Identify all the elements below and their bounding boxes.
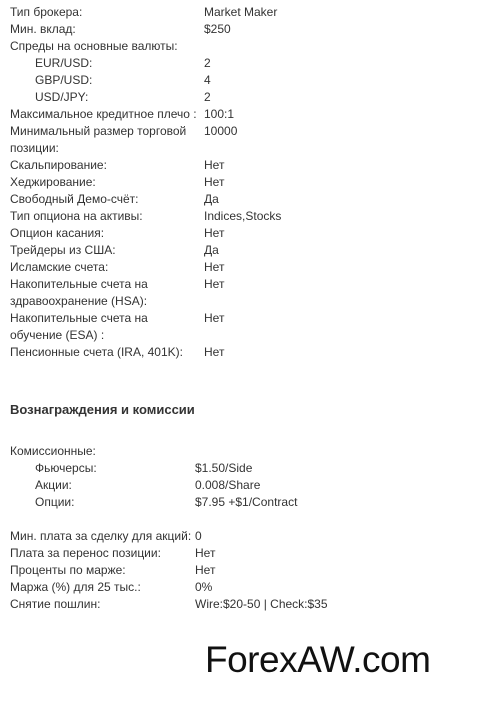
broker-type-label: Тип брокера: (10, 5, 83, 19)
esa-label: Накопительные счета на обучение (ESA) : (10, 311, 148, 342)
hsa-label: Накопительные счета на здравоохранение (HSA): (10, 277, 148, 308)
demo-account-label: Свободный Демо-счёт: (10, 192, 139, 206)
margin-interest-value: Нет (195, 563, 216, 577)
hedging-row (10, 174, 470, 191)
rollover-fee-value: Нет (195, 546, 216, 560)
us-traders-value: Да (204, 243, 219, 257)
hsa-row (10, 276, 470, 310)
broker-type-value: Market Maker (204, 5, 278, 19)
ira-value: Нет (204, 345, 225, 359)
broker-type-row (10, 4, 470, 21)
ira-row (10, 344, 470, 361)
withdrawal-fee-label: Снятие пошлин: (10, 597, 101, 611)
min-trade-fee-label: Мин. плата за сделку для акций: (10, 529, 192, 543)
commissions-header: Комиссионные: (10, 444, 96, 458)
demo-account-row (10, 191, 470, 208)
commission-label: Опции: (35, 495, 75, 509)
option-type-row (10, 208, 470, 225)
commission-label: Акции: (35, 478, 72, 492)
min-deposit-row (10, 21, 470, 38)
withdrawal-fee-row (10, 596, 470, 613)
spread-value: 4 (204, 73, 211, 87)
max-leverage-row (10, 106, 470, 123)
spreads-header-row (10, 38, 470, 55)
touch-option-label: Опцион касания: (10, 226, 105, 240)
min-position-row (10, 123, 470, 157)
min-trade-fee-row (10, 528, 470, 545)
min-deposit-label: Мин. вклад: (10, 22, 76, 36)
commission-label: Фьючерсы: (35, 461, 97, 475)
hedging-label: Хеджирование: (10, 175, 96, 189)
min-deposit-value: $250 (204, 22, 231, 36)
commission-value: $1.50/Side (195, 461, 253, 475)
commission-row (10, 494, 470, 511)
commission-value: 0.008/Share (195, 478, 261, 492)
commissions-header-row (10, 443, 470, 460)
margin-interest-label: Проценты по марже: (10, 563, 126, 577)
esa-value: Нет (204, 311, 225, 325)
spread-row (10, 55, 470, 72)
max-leverage-label: Максимальное кредитное плечо : (10, 107, 197, 121)
spread-pair-label: GBP/USD: (35, 73, 93, 87)
max-leverage-value: 100:1 (204, 107, 235, 121)
islamic-accounts-value: Нет (204, 260, 225, 274)
min-trade-fee-value: 0 (195, 529, 202, 543)
margin-25k-row (10, 579, 470, 596)
rollover-fee-row (10, 545, 470, 562)
islamic-accounts-label: Исламские счета: (10, 260, 109, 274)
spread-row (10, 89, 470, 106)
min-position-label: Минимальный размер торговой позиции: (10, 124, 187, 155)
option-type-value: Indices,Stocks (204, 209, 282, 223)
spread-pair-label: EUR/USD: (35, 56, 93, 70)
hedging-value: Нет (204, 175, 225, 189)
scalping-row (10, 157, 470, 174)
margin-25k-label: Маржа (%) для 25 тыс.: (10, 580, 141, 594)
min-position-value: 10000 (204, 124, 238, 138)
spread-row (10, 72, 470, 89)
commission-value: $7.95 +$1/Contract (195, 495, 298, 509)
spread-pair-label: USD/JPY: (35, 90, 89, 104)
spreads-header: Спреды на основные валюты: (10, 39, 178, 53)
touch-option-value: Нет (204, 226, 225, 240)
touch-option-row (10, 225, 470, 242)
demo-account-value: Да (204, 192, 219, 206)
spread-value: 2 (204, 56, 211, 70)
withdrawal-fee-value: Wire:$20-50 | Check:$35 (195, 597, 328, 611)
us-traders-label: Трейдеры из США: (10, 243, 116, 257)
esa-row (10, 310, 470, 344)
islamic-accounts-row (10, 259, 470, 276)
scalping-label: Скальпирование: (10, 158, 107, 172)
fees-heading: Вознаграждения и комиссии (10, 402, 195, 417)
us-traders-row (10, 242, 470, 259)
margin-25k-value: 0% (195, 580, 213, 594)
option-type-label: Тип опциона на активы: (10, 209, 143, 223)
hsa-value: Нет (204, 277, 225, 291)
spread-value: 2 (204, 90, 211, 104)
margin-interest-row (10, 562, 470, 579)
rollover-fee-label: Плата за перенос позиции: (10, 546, 161, 560)
ira-label: Пенсионные счета (IRA, 401K): (10, 345, 183, 359)
forexaw-watermark: ForexAW.com (205, 639, 431, 680)
scalping-value: Нет (204, 158, 225, 172)
commission-row (10, 460, 470, 477)
commission-row (10, 477, 470, 494)
